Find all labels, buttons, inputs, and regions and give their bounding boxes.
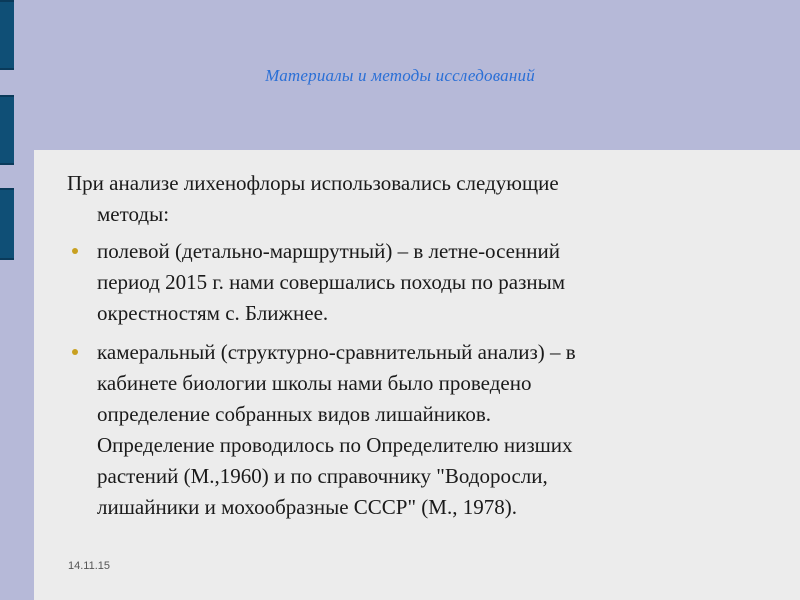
slide-date: 14.11.15 <box>68 560 111 572</box>
bullet-2-line-6: лишайники и мохообразные СССР" (М., 1978). <box>97 495 517 519</box>
bullet-2-line-1: камеральный (структурно-сравнительный анализ) – в <box>97 340 576 364</box>
slide-title: Материалы и методы исследований <box>265 66 535 85</box>
bullet-2-line-5: растений (М.,1960) и по справочнику "Водоросли, <box>97 464 548 488</box>
slide-body <box>67 168 747 531</box>
decorative-bar-2 <box>0 95 14 165</box>
bullet-2-line-2: кабинете биологии школы нами было проведено <box>97 371 532 395</box>
bullet-1-line-2: период 2015 г. нами совершались походы по разным <box>97 270 566 294</box>
intro-paragraph <box>67 168 747 230</box>
list-item-cameral-method <box>67 337 747 523</box>
methods-list <box>67 236 747 523</box>
bullet-1-line-1: полевой (детально-маршрутный) – в летне-осенний <box>97 239 560 263</box>
bullet-icon <box>72 349 78 355</box>
list-item-field-method <box>67 236 747 329</box>
intro-line-1: При анализе лихенофлоры использовались следующие <box>67 171 559 195</box>
bullet-icon <box>72 248 78 254</box>
bullet-1-line-3: окрестностям с. Ближнее. <box>97 301 329 325</box>
intro-line-2: методы: <box>97 202 170 226</box>
decorative-bar-1 <box>0 0 14 70</box>
bullet-2-line-4: Определение проводилось по Определителю низших <box>97 433 573 457</box>
decorative-bar-3 <box>0 188 14 260</box>
bullet-2-line-3: определение собранных видов лишайников. <box>97 402 492 426</box>
